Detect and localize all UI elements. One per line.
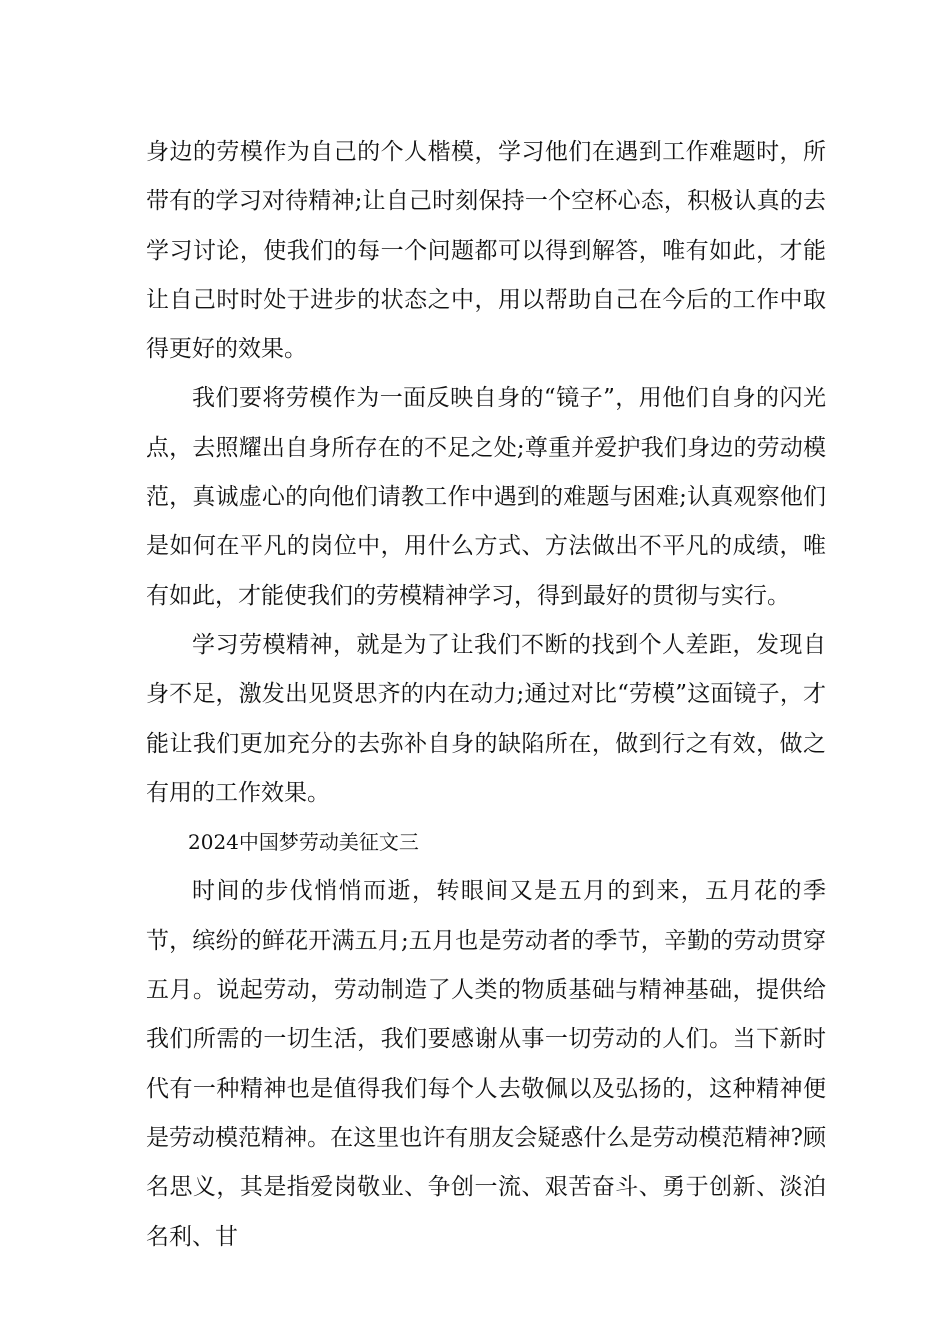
paragraph-role-model-continuation: 身边的劳模作为自己的个人楷模，学习他们在遇到工作难题时，所带有的学习对待精神;让自己时刻保持一个空杯心态，积极认真的去学习讨论，使我们的每一个问题都可以得到解答，唯有如此，才能让自己时时处于进步的状态之中，用以帮助自己在今后的工作中取得更好的效果。	[146, 139, 826, 363]
paragraph-learning-spirit: 学习劳模精神，就是为了让我们不断的找到个人差距，发现自身不足，激发出见贤思齐的内在动力;通过对比“劳模”这面镜子，才能让我们更加充分的去弥补自身的缺陷所在，做到行之有效，做之有用的工作效果。	[146, 631, 826, 806]
paragraph-may-labor: 时间的步伐悄悄而逝，转眼间又是五月的到来，五月花的季节，缤纷的鲜花开满五月;五月也是劳动者的季节，辛勤的劳动贯穿五月。说起劳动，劳动制造了人类的物质基础与精神基础，提供给我们所需的一切生活，我们要感谢从事一切劳动的人们。当下新时代有一种精神也是值得我们每个人去敬佩以及弘扬的，这种精神便是劳动模范精神。在这里也许有朋友会疑惑什么是劳动模范精神?顾名思义，其是指爱岗敬业、争创一流、艰苦奋斗、勇于创新、淡泊名利、甘	[146, 878, 826, 1250]
document-body	[146, 128, 826, 1262]
section-heading: 2024中国梦劳动美征文三	[188, 830, 419, 855]
paragraph-mirror: 我们要将劳模作为一面反映自身的“镜子”，用他们自身的闪光点，去照耀出自身所存在的不足之处;尊重并爱护我们身边的劳动模范，真诚虚心的向他们请教工作中遇到的难题与困难;认真观察他们是如何在平凡的岗位中，用什么方式、方法做出不平凡的成绩，唯有如此，才能使我们的劳模精神学习，得到最好的贯彻与实行。	[146, 385, 826, 609]
